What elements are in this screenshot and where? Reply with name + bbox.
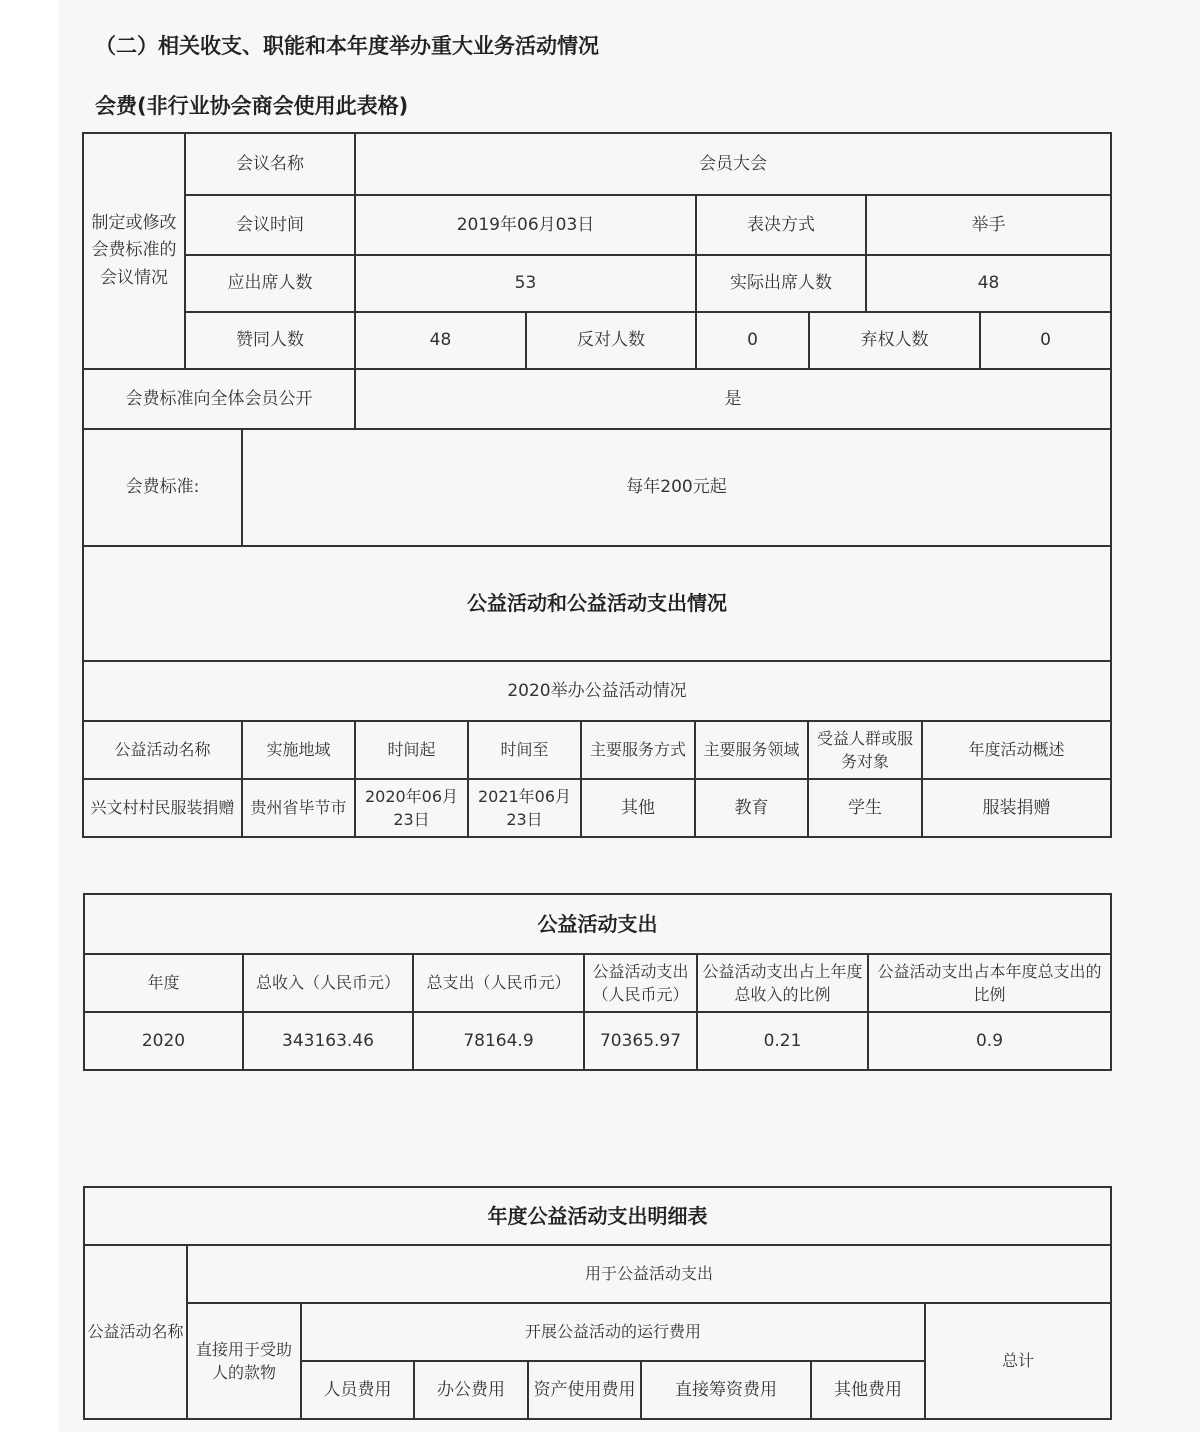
header-ratio-current-expense: 公益活动支出占本年度总支出的比例 (868, 954, 1111, 1012)
detail-activity-name-header: 公益活动名称 (84, 1245, 187, 1419)
detail-title: 年度公益活动支出明细表 (84, 1187, 1111, 1245)
charity-activity-subtitle: 2020举办公益活动情况 (83, 661, 1111, 721)
charity-activity-table (82, 545, 1112, 838)
detail-office-header: 办公费用 (414, 1361, 528, 1419)
charity-expense-table (83, 893, 1112, 1071)
meeting-group-label: 制定或修改 会费标准的 会议情况 (83, 133, 185, 369)
activity-end-time: 2021年06月23日 (468, 779, 581, 837)
membership-fee-title: 会费(非行业协会商会使用此表格) (95, 94, 409, 118)
expense-ratio-prev-income: 0.21 (697, 1012, 868, 1070)
agree-count-label: 赞同人数 (185, 312, 355, 369)
abstain-count-value: 0 (980, 312, 1111, 369)
header-service-area: 主要服务领域 (695, 721, 808, 779)
header-service-method: 主要服务方式 (581, 721, 695, 779)
meeting-name-label: 会议名称 (185, 133, 355, 195)
abstain-count-label: 弃权人数 (809, 312, 980, 369)
scan-margin (0, 0, 58, 1432)
header-total-income: 总收入（人民币元） (243, 954, 413, 1012)
agree-count-value: 48 (355, 312, 526, 369)
detail-operating-header: 开展公益活动的运行费用 (301, 1303, 925, 1361)
expense-ratio-current-expense: 0.9 (868, 1012, 1111, 1070)
header-beneficiaries: 受益人群或服务对象 (808, 721, 922, 779)
fee-standard-label: 会费标准: (83, 429, 242, 546)
meeting-time-value: 2019年06月03日 (355, 195, 696, 255)
expense-total-income: 343163.46 (243, 1012, 413, 1070)
header-region: 实施地域 (242, 721, 355, 779)
header-summary: 年度活动概述 (922, 721, 1111, 779)
meeting-time-label: 会议时间 (185, 195, 355, 255)
expense-year: 2020 (84, 1012, 243, 1070)
header-year: 年度 (84, 954, 243, 1012)
expected-attendance-label: 应出席人数 (185, 255, 355, 312)
header-start-time: 时间起 (355, 721, 468, 779)
actual-attendance-value: 48 (866, 255, 1111, 312)
activity-region: 贵州省毕节市 (242, 779, 355, 837)
fee-public-value: 是 (355, 369, 1111, 429)
section-title: （二）相关收支、职能和本年度举办重大业务活动情况 (95, 34, 599, 58)
oppose-count-value: 0 (696, 312, 809, 369)
detail-other-header: 其他费用 (811, 1361, 925, 1419)
detail-used-for-header: 用于公益活动支出 (187, 1245, 1111, 1303)
header-activity-name: 公益活动名称 (83, 721, 242, 779)
detail-personnel-header: 人员费用 (301, 1361, 414, 1419)
meeting-name-value: 会员大会 (355, 133, 1111, 195)
activity-beneficiaries: 学生 (808, 779, 922, 837)
activity-summary: 服装捐赠 (922, 779, 1111, 837)
header-total-expense: 总支出（人民币元） (413, 954, 584, 1012)
charity-activity-title: 公益活动和公益活动支出情况 (83, 546, 1111, 661)
activity-service-method: 其他 (581, 779, 695, 837)
expected-attendance-value: 53 (355, 255, 696, 312)
activity-start-time: 2020年06月23日 (355, 779, 468, 837)
expense-charity-expense: 70365.97 (584, 1012, 697, 1070)
header-end-time: 时间至 (468, 721, 581, 779)
detail-total-header: 总计 (925, 1303, 1111, 1419)
fee-standard-value: 每年200元起 (242, 429, 1111, 546)
activity-name: 兴文村村民服装捐赠 (83, 779, 242, 837)
vote-method-value: 举手 (866, 195, 1111, 255)
detail-asset-header: 资产使用费用 (528, 1361, 641, 1419)
detail-direct-header: 直接用于受助人的款物 (187, 1303, 301, 1419)
membership-fee-table (82, 132, 1112, 547)
charity-expense-title: 公益活动支出 (84, 894, 1111, 954)
oppose-count-label: 反对人数 (526, 312, 696, 369)
vote-method-label: 表决方式 (696, 195, 866, 255)
expense-total-expense: 78164.9 (413, 1012, 584, 1070)
header-charity-expense: 公益活动支出（人民币元） (584, 954, 697, 1012)
fee-public-label: 会费标准向全体会员公开 (83, 369, 355, 429)
activity-service-area: 教育 (695, 779, 808, 837)
actual-attendance-label: 实际出席人数 (696, 255, 866, 312)
charity-detail-table (83, 1186, 1112, 1420)
detail-fundraising-header: 直接筹资费用 (641, 1361, 811, 1419)
header-ratio-prev-income: 公益活动支出占上年度总收入的比例 (697, 954, 868, 1012)
